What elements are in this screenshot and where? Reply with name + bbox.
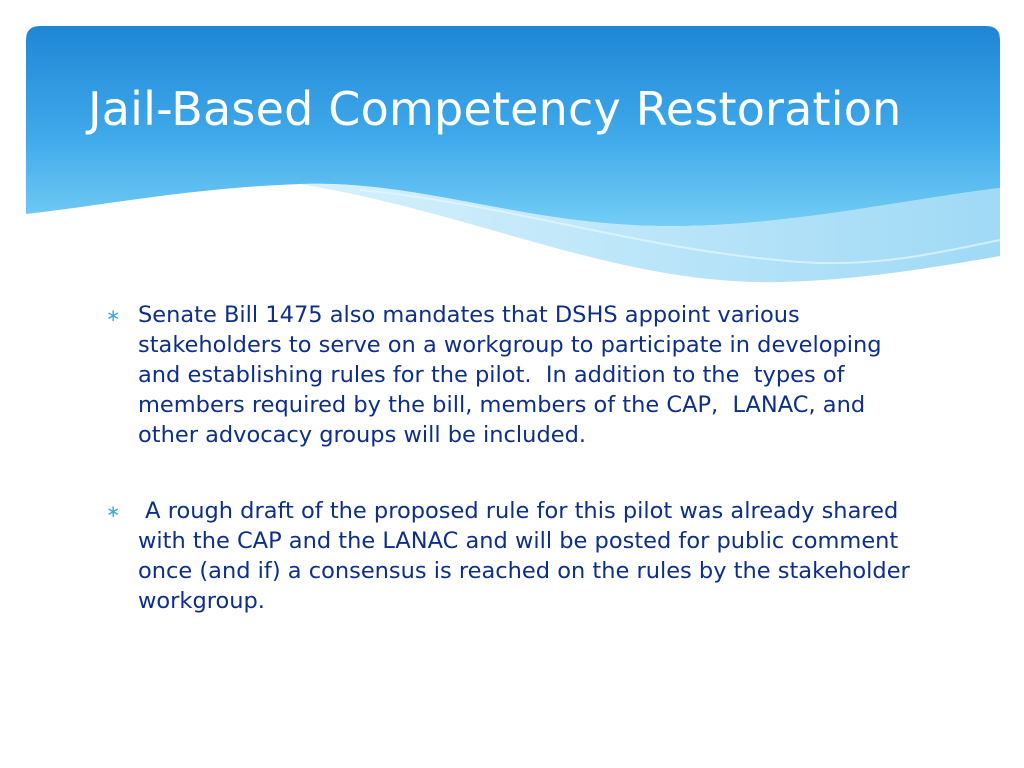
asterisk-bullet-icon: ∗ — [106, 502, 121, 522]
asterisk-bullet-icon: ∗ — [106, 306, 121, 326]
bullet-item — [104, 496, 924, 616]
slide-title: Jail-Based Competency Restoration — [88, 82, 902, 136]
bullet-list — [104, 300, 924, 616]
bullet-item — [104, 300, 924, 450]
header-wave-banner — [0, 0, 1024, 300]
bullet-text: A rough draft of the proposed rule for this pilot was already shared with the CAP and the LANAC and will be posted for public comment once (and if) a consensus is reached on the rules by the stakeholder workgroup. — [138, 498, 917, 614]
bullet-text: Senate Bill 1475 also mandates that DSHS appoint various stakeholders to serve on a workgroup to participate in developing and establishing rules for the pilot. In addition to the types of members required by the bill, members of the CAP, LANAC, and other advocacy groups will be included. — [138, 302, 889, 448]
slide-body — [104, 300, 924, 662]
